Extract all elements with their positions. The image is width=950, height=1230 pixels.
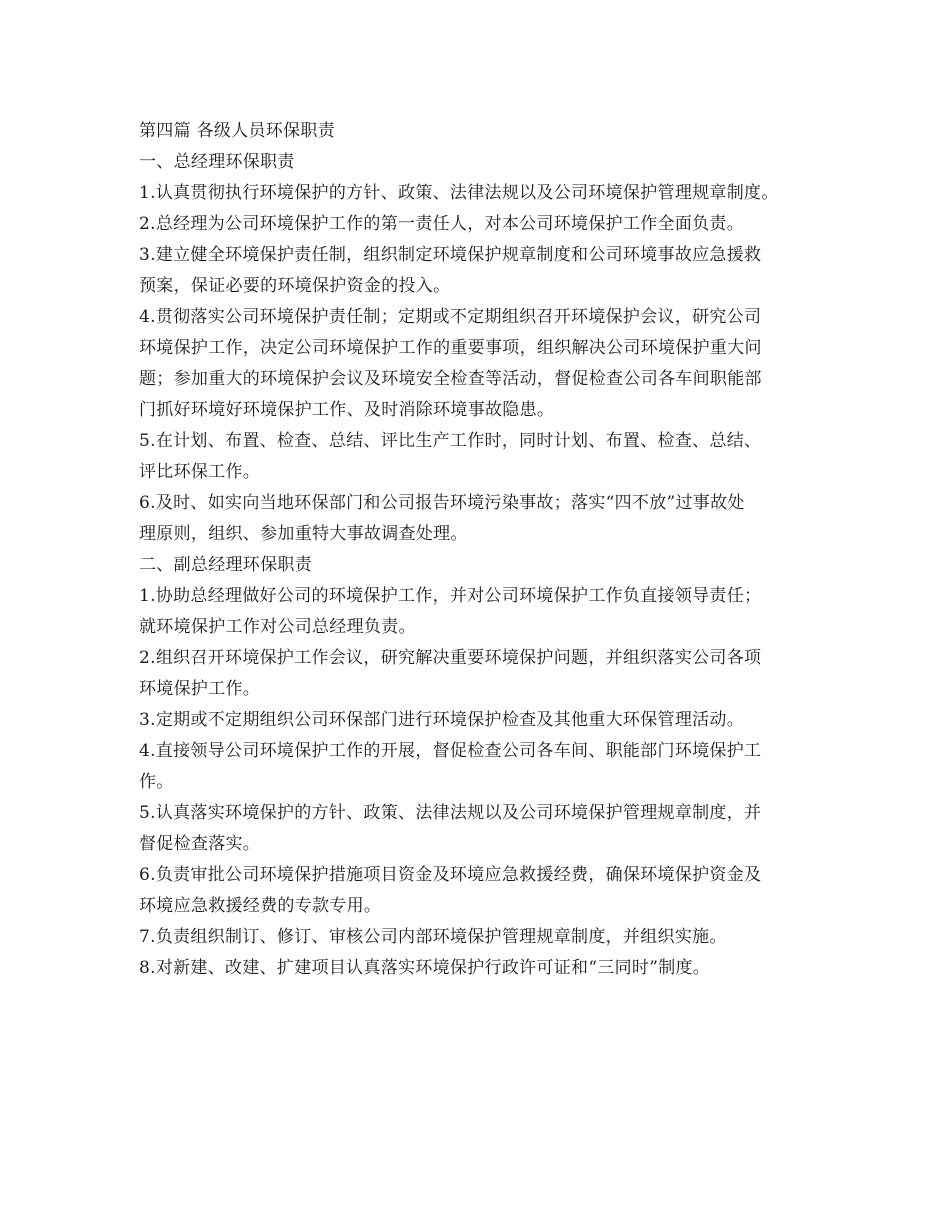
list-item [139,953,819,984]
list-item-text: 3.建立健全环境保护责任制，组织制定环境保护规章制度和公司环境事故应急援救 [139,245,762,265]
list-item-continuation: 就环境保护工作对公司总经理负责。 [139,617,416,637]
list-item-text: 1.认真贯彻执行环境保护的方针、政策、法律法规以及公司环境保护管理规章制度。 [139,183,779,203]
list-item-continuation: 题；参加重大的环境保护会议及环境安全检查等活动，督促检查公司各车间职能部 [139,369,762,389]
list-item [139,240,819,302]
list-item-text: 8.对新建、改建、扩建项目认真落实环境保护行政许可证和“三同时”制度。 [139,958,711,978]
list-item-continuation: 环境保护工作。 [139,679,261,699]
section-heading-deputy-general-manager: 二、副总经理环保职责 [139,555,312,575]
list-item-continuation: 预案，保证必要的环境保护资金的投入。 [139,276,451,296]
list-item-continuation: 理原则，组织、参加重特大事故调查处理。 [139,524,468,544]
list-item-text: 2.总经理为公司环境保护工作的第一责任人，对本公司环境保护工作全面负责。 [139,214,745,234]
document-page [139,116,819,984]
list-item [139,302,819,426]
list-item [139,581,819,643]
list-item [139,860,819,922]
list-item [139,736,819,798]
section-heading-general-manager: 一、总经理环保职责 [139,152,295,172]
section-deputy-general-manager-list [139,581,819,984]
list-item-text: 6.及时、如实向当地环保部门和公司报告环境污染事故；落实“四不放”过事故处 [139,493,745,513]
list-item-text: 5.认真落实环境保护的方针、政策、法律法规以及公司环境保护管理规章制度，并 [139,803,762,823]
list-item-text: 1.协助总经理做好公司的环境保护工作，并对公司环境保护工作负直接领导责任； [139,586,762,606]
document-title: 第四篇 各级人员环保职责 [139,121,336,141]
list-item-text: 4.贯彻落实公司环境保护责任制；定期或不定期组织召开环境保护会议，研究公司 [139,307,762,327]
list-item [139,643,819,705]
list-item [139,922,819,953]
list-item [139,426,819,488]
list-item-continuation: 门抓好环境好环境保护工作、及时消除环境事故隐患。 [139,400,555,420]
list-item-continuation: 评比环保工作。 [139,462,261,482]
list-item-continuation: 环境保护工作，决定公司环境保护工作的重要事项，组织解决公司环境保护重大问 [139,338,762,358]
list-item-text: 4.直接领导公司环境保护工作的开展，督促检查公司各车间、职能部门环境保护工 [139,741,762,761]
list-item [139,798,819,860]
list-item-continuation: 环境应急救援经费的专款专用。 [139,896,382,916]
list-item-text: 5.在计划、布置、检查、总结、评比生产工作时，同时计划、布置、检查、总结、 [139,431,762,451]
list-item-continuation: 督促检查落实。 [139,834,261,854]
list-item-text: 6.负责审批公司环境保护措施项目资金及环境应急救援经费，确保环境保护资金及 [139,865,762,885]
list-item [139,209,819,240]
list-item [139,178,819,209]
list-item-text: 7.负责组织制订、修订、审核公司内部环境保护管理规章制度，并组织实施。 [139,927,727,947]
list-item-continuation: 作。 [139,772,174,792]
list-item [139,488,819,550]
list-item [139,705,819,736]
list-item-text: 2.组织召开环境保护工作会议，研究解决重要环境保护问题，并组织落实公司各项 [139,648,762,668]
list-item-text: 3.定期或不定期组织公司环保部门进行环境保护检查及其他重大环保管理活动。 [139,710,745,730]
section-general-manager-list [139,178,819,550]
